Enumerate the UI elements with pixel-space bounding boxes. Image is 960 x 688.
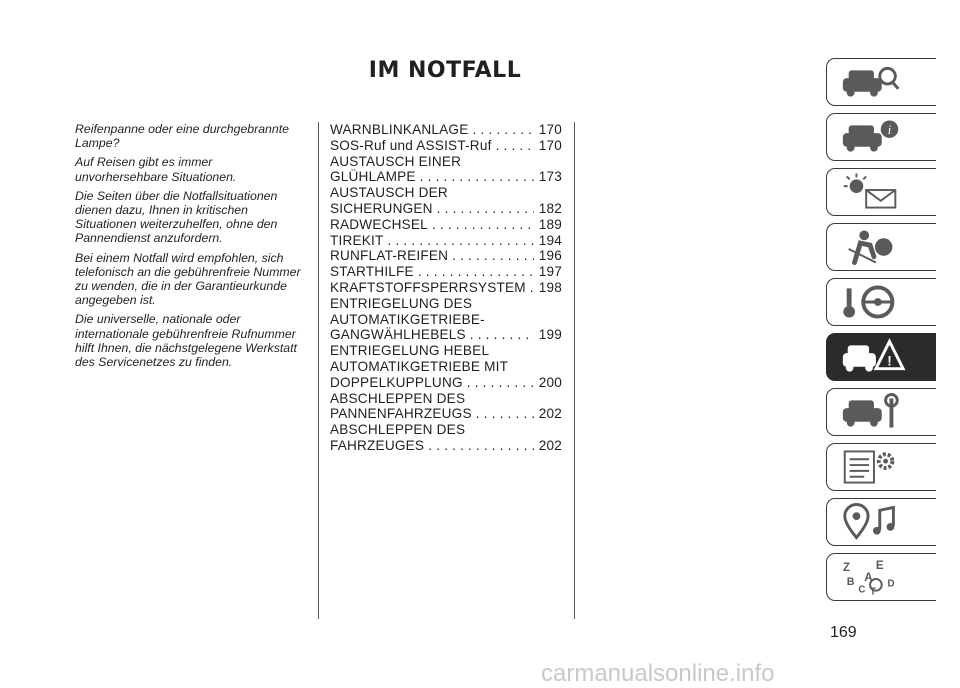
toc-entry-title: STARTHILFE: [330, 264, 414, 280]
toc-entry-title: GANGWÄHLHEBELS: [330, 327, 466, 343]
svg-text:E: E: [875, 559, 884, 573]
chapter-tabs: [826, 58, 936, 608]
table-of-contents: [330, 122, 562, 454]
toc-page-number: 202: [538, 437, 562, 453]
toc-entry-title: RADWECHSEL: [330, 216, 428, 232]
chapter-tab[interactable]: [826, 168, 936, 216]
toc-entry[interactable]: [330, 122, 562, 138]
column-divider: [574, 122, 575, 619]
intro-paragraph: Bei einem Notfall wird empfohlen, sich telefonisch an die gebührenfreie Nummer zu wenden, die in der Garantieurkunde angegeben ist.: [75, 250, 301, 308]
toc-entry-title: GLÜHLAMPE: [330, 169, 416, 185]
toc-page-number: 182: [538, 200, 562, 216]
toc-page-number: 170: [538, 122, 562, 137]
dot-leader: [496, 138, 534, 154]
toc-page-number: 202: [538, 406, 562, 422]
intro-paragraph: Reifenpanne oder eine durchgebrannte Lampe?: [75, 122, 289, 151]
toc-entry[interactable]: [330, 248, 562, 264]
toc-entry[interactable]: [330, 185, 562, 217]
toc-page-number: 189: [538, 216, 562, 232]
toc-entry-title-line: AUSTAUSCH EINER: [330, 153, 462, 169]
dot-leader: [432, 217, 534, 233]
toc-entry-title: RUNFLAT-REIFEN: [330, 248, 449, 264]
dot-leader: [530, 280, 534, 296]
toc-page-number: 199: [538, 327, 562, 343]
intro-paragraph: Auf Reisen gibt es immer unvorhersehbare Situationen.: [75, 155, 237, 184]
car-search-icon: [837, 62, 907, 102]
toc-entry-title: PANNENFAHRZEUGS: [330, 406, 472, 422]
svg-text:T: T: [870, 586, 876, 597]
toc-entry[interactable]: [330, 264, 562, 280]
toc-entry[interactable]: [330, 138, 562, 154]
toc-entry[interactable]: [330, 280, 562, 296]
dot-leader: [418, 264, 534, 280]
toc-entry-title: KRAFTSTOFFSPERRSYSTEM: [330, 279, 526, 295]
car-info-icon: [837, 117, 907, 157]
svg-text:C: C: [858, 584, 866, 596]
toc-page-number: 196: [538, 248, 562, 264]
toc-entry[interactable]: [330, 296, 562, 343]
chapter-tab[interactable]: [826, 58, 936, 106]
intro-paragraph: Die Seiten über die Notfallsituationen dienen dazu, Ihnen in kritischen Situationen weiterzuhelfen, ohne den Pannendienst anzufordern.: [75, 188, 278, 246]
dot-leader: [470, 327, 534, 343]
footer-watermark: carmanualsonline.info: [541, 660, 775, 687]
chapter-tab[interactable]: [826, 443, 936, 491]
dot-leader: [437, 201, 534, 217]
toc-entry-title-line: AUSTAUSCH DER: [330, 185, 448, 201]
dot-leader: [452, 248, 534, 264]
column-divider: [318, 122, 319, 619]
chapter-tab[interactable]: [826, 223, 936, 271]
svg-text:B: B: [846, 575, 855, 588]
svg-text:D: D: [887, 578, 895, 590]
toc-entry[interactable]: [330, 233, 562, 249]
toc-entry-title: TIREKIT: [330, 232, 384, 248]
toc-page-number: 170: [538, 137, 562, 153]
toc-entry-title: DOPPELKUPPLUNG: [330, 374, 463, 390]
dot-leader: [472, 122, 534, 138]
chapter-tab[interactable]: [826, 278, 936, 326]
dot-leader: [420, 169, 534, 185]
location-music-icon: [837, 502, 907, 542]
toc-page-number: 200: [538, 374, 562, 390]
car-emergency-warning-icon: [837, 337, 907, 377]
list-gear-icon: [837, 447, 907, 487]
toc-entry[interactable]: [330, 422, 562, 454]
toc-entry-title: FAHRZEUGES: [330, 437, 425, 453]
dot-leader: [476, 406, 534, 422]
alphabet-index-icon: [837, 557, 907, 597]
toc-entry[interactable]: [330, 217, 562, 233]
chapter-tab[interactable]: [826, 498, 936, 546]
chapter-tab[interactable]: [826, 553, 936, 601]
toc-page-number: 173: [538, 169, 562, 185]
car-wrench-icon: [837, 392, 907, 432]
toc-page-number: 198: [538, 279, 562, 295]
airbag-person-icon: [837, 227, 907, 267]
light-message-icon: [837, 172, 907, 212]
toc-entry[interactable]: [330, 343, 562, 390]
toc-entry-title-line: ENTRIEGELUNG HEBEL: [330, 343, 490, 359]
svg-text:A: A: [864, 570, 873, 584]
dot-leader: [428, 438, 534, 454]
toc-entry[interactable]: [330, 391, 562, 423]
toc-page-number: 197: [538, 264, 562, 280]
chapter-tab[interactable]: [826, 333, 936, 381]
svg-text:i: i: [887, 123, 892, 138]
dot-leader: [388, 233, 534, 249]
chapter-tab[interactable]: [826, 388, 936, 436]
toc-page-number: 194: [538, 232, 562, 248]
toc-entry-title-line: ENTRIEGELUNG DES: [330, 295, 473, 311]
toc-entry-title-line: ABSCHLEPPEN DES: [330, 390, 466, 406]
toc-entry-title: SICHERUNGEN: [330, 200, 433, 216]
toc-entry[interactable]: [330, 154, 562, 186]
toc-entry-title-line: AUTOMATIKGETRIEBE-: [330, 311, 485, 327]
intro-text: [75, 122, 307, 374]
dot-leader: [467, 375, 534, 391]
toc-entry-title-line: AUTOMATIKGETRIEBE MIT: [330, 358, 509, 374]
page-number: 169: [830, 624, 857, 641]
intro-paragraph: Die universelle, nationale oder internationale gebührenfreie Rufnummer hilft Ihnen, die nächstgelegene Werkstatt des Servicenetzes zu finden.: [75, 312, 297, 370]
chapter-tab[interactable]: [826, 113, 936, 161]
toc-entry-title: SOS-Ruf und ASSIST-Ruf: [330, 137, 492, 153]
page-title: IM NOTFALL: [368, 58, 522, 83]
toc-entry-title: WARNBLINKANLAGE: [330, 122, 469, 137]
toc-entry-title-line: ABSCHLEPPEN DES: [330, 422, 466, 438]
svg-text:!: !: [887, 353, 892, 369]
svg-text:Z: Z: [842, 561, 850, 575]
steering-key-icon: [837, 282, 907, 322]
